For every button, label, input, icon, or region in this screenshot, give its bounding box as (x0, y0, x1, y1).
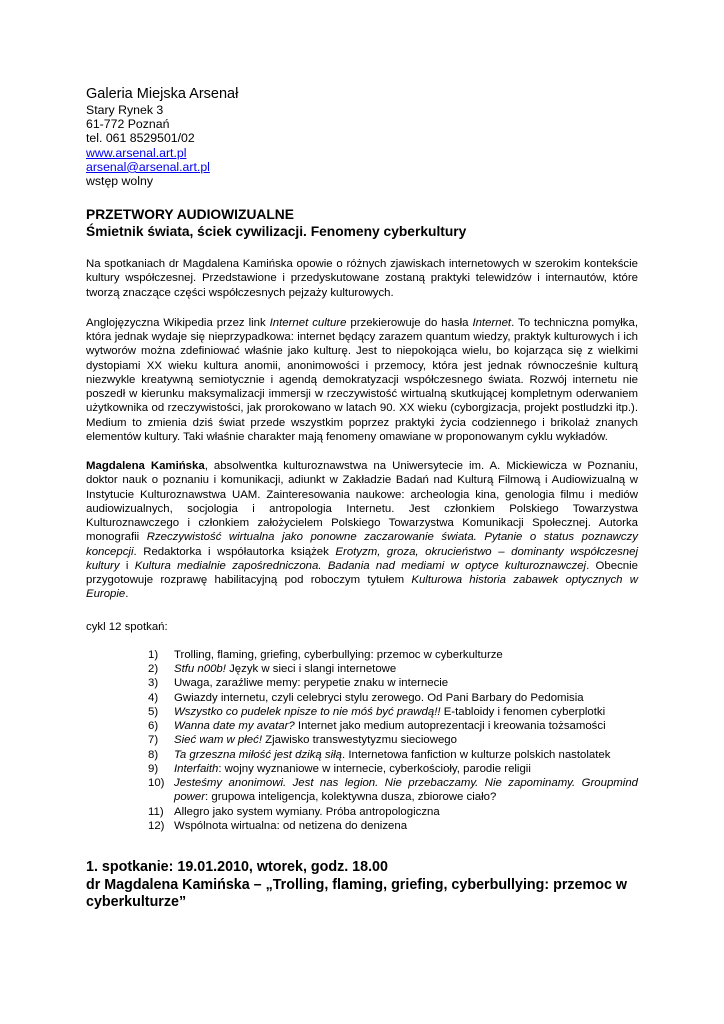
talk-title (174, 776, 638, 805)
talk-plain: Allegro jako system wymiany. Próba antropologiczna (174, 805, 440, 818)
list-item (148, 748, 638, 762)
talk-plain: Zjawisko transwestytyzmu sieciowego (262, 734, 457, 747)
talk-title (174, 733, 638, 747)
cycle-label: cykl 12 spotkań: (86, 620, 168, 633)
first-meeting (86, 859, 638, 912)
list-item (148, 819, 638, 833)
list-item (148, 719, 638, 733)
talk-title (174, 676, 638, 690)
talk-title (174, 819, 638, 833)
bio-paragraph (86, 459, 638, 602)
talk-plain: . Internetowa fanfiction w kulturze polskich nastolatek (341, 748, 611, 761)
wiki-text-2: przekierowuje do hasła (346, 316, 473, 329)
bio-habilitation-title: Kulturowa historia zabawek optycznych w Europie (86, 574, 638, 601)
talk-number: 2) (148, 663, 159, 676)
talk-plain: Gwiazdy internetu, czyli celebryci stylu zerowego. Od Pani Barbary do Pedomisia (174, 691, 584, 704)
talk-plain: E-tabloidy i fenomen cyberplotki (440, 705, 606, 718)
series-title: PRZETWORY AUDIOWIZUALNE (86, 207, 294, 223)
talk-plain: : grupowa inteligencja, kolektywna dusza, zbiorowe ciało? (205, 791, 497, 804)
talk-plain: Trolling, flaming, griefing, cyberbullying: przemoc w cyberkulturze (174, 648, 503, 661)
series-subtitle: Śmietnik świata, ściek cywilizacji. Fenomeny cyberkultury (86, 224, 467, 240)
document-page (86, 86, 638, 912)
bio-text-1: , absolwentka kulturoznawstwa na Uniwersytecie im. A. Mickiewicza w Poznaniu, doktor nauk o poznaniu i komunikacji, adiunkt w Zakładzie Badań nad Kulturą Filmową i Audiowizualną w Instytucie Kulturoznawstwa UAM. Zainteresowania naukowe: archeologia kina, genologia filmu i mediów audiowizualnych, socjologia i antropologia Internetu. Jest członkiem Polskiego Towarzystwa Kulturoznawczego i członkiem założycielem Polskiego Towarzystwa Komunikacji Społecznej. Autorka monografii (86, 460, 638, 544)
talk-plain: Wspólnota wirtualna: od netizena do denizena (174, 819, 408, 832)
talk-title (174, 705, 638, 719)
list-item (148, 648, 638, 662)
talk-number: 9) (148, 762, 159, 775)
talk-list (86, 648, 638, 833)
list-item (148, 662, 638, 676)
talk-number: 10) (148, 777, 165, 790)
bio-monograph-title: Rzeczywistość wirtualna jako ponowne zaczarowanie świata. Pytanie o status poznawczy koncepcji (86, 531, 638, 558)
talk-number: 12) (148, 819, 165, 832)
wiki-text-3: . To techniczna pomyłka, która jednak wydaje się nieprzypadkowa: internet będący zarazem quantum wiedzy, praktyk kulturowych i ich wytworów można zdefiniować właśnie jako kulturę. Jest to niepokojąca wielu, bo kojarząca się z wielkimi dystopiami XX wieku kultura anomii, anonimowości i przemocy, która jest jednak równocześnie kulturą niezwykle kreatywną semiotycznie i agendą demokratyzacji współczesnego świata. Rozwój internetu nie poszedł w kierunku maksymalizacji immersji w rzeczywistość wirtualną skutkującej kompletnym oderwaniem użytkownika od rzeczywistości, jak prorokowano w latach 90. XX wieku (cyborgizacja, projekt postludzki itp.). Medium to zmienia dziś świat przede wszystkim poprzez praktyki życia codziennego i brikolaż znanych elementów kultury. Taki właśnie charakter mają fenomeny omawiane w proponowanym cyklu wykładów. (86, 316, 638, 443)
bio-text-2: . Redaktorka i współautorka książek (133, 545, 336, 558)
meeting-date: 1. spotkanie: 19.01.2010, wtorek, godz. 18.00 (86, 859, 388, 876)
list-item (148, 762, 638, 776)
list-item (148, 676, 638, 690)
list-item (148, 705, 638, 719)
talk-number: 5) (148, 705, 159, 718)
talk-italic: Jesteśmy anonimowi. Jest nas legion. Nie przebaczamy. Nie zapominamy. Groupmind power (174, 777, 638, 804)
talk-italic: Ta grzeszna miłość jest dziką siłą (174, 748, 342, 761)
meeting-speaker-title: dr Magdalena Kamińska – „Trolling, flaming, griefing, cyberbullying: przemoc w cyberkulturze” (86, 876, 627, 911)
talk-plain: : wojny wyznaniowe w internecie, cyberkościoły, parodie religii (218, 762, 531, 775)
talk-plain: Uwaga, zaraźliwe memy: perypetie znaku w internecie (174, 677, 449, 690)
talk-italic: Wszystko co pudelek npisze to nie móś być prawdą!! (174, 705, 441, 718)
talk-italic: Sieć wam w płeć! (174, 734, 262, 747)
wiki-text-1: Anglojęzyczna Wikipedia przez link (86, 316, 270, 329)
talk-italic: Interfaith (174, 762, 219, 775)
bio-book-title-1: Erotyzm, groza, okrucieństwo – dominanty współczesnej kultury (86, 545, 638, 572)
talk-italic: Stfu n00b! (174, 663, 226, 676)
talk-number: 1) (148, 648, 159, 661)
list-item (148, 691, 638, 705)
wiki-italic-internet-culture: Internet culture (269, 316, 347, 329)
bio-text-4: . Obecnie przygotowuje rozprawę habilitacyjną pod roboczym tytułem (86, 559, 638, 587)
talk-plain: Język w sieci i slangi internetowe (225, 663, 397, 676)
venue-street: Stary Rynek 3 (86, 103, 164, 117)
list-item (148, 733, 638, 747)
talk-number: 6) (148, 720, 159, 733)
wiki-italic-internet: Internet (472, 316, 512, 329)
talk-title (174, 748, 638, 762)
bio-book-title-2: Kultura medialnie zapośredniczona. Badania nad mediami w optyce kulturoznawczej (134, 559, 587, 572)
talk-title (174, 648, 638, 662)
talk-number: 11) (148, 805, 164, 818)
website-link[interactable]: www.arsenal.art.pl (86, 145, 187, 160)
talk-title (174, 719, 638, 733)
bio-text-5: . (125, 588, 129, 601)
talk-title (174, 762, 638, 776)
series-heading (86, 206, 638, 240)
admission-note: wstęp wolny (86, 174, 153, 189)
wikipedia-paragraph (86, 316, 638, 444)
bio-text-3: i (119, 559, 135, 572)
venue-name: Galeria Miejska Arsenał (86, 86, 239, 102)
talk-plain: Internet jako medium autoprezentacji i kreowania tożsamości (294, 720, 606, 733)
venue-info (86, 86, 638, 188)
venue-postcode-city: 61-772 Poznań (86, 117, 170, 132)
intro-paragraph: Na spotkaniach dr Magdalena Kamińska opowie o różnych zjawiskach internetowych w szerokim kontekście kultury współczesnej. Przedstawione i przedyskutowane zostaną praktyki telewidzów i internautów, które tworzą znaczące części współczesnych pejzaży kulturowych. (86, 258, 638, 299)
talk-title (174, 691, 638, 705)
talk-number: 8) (148, 748, 159, 761)
list-item (148, 805, 638, 819)
talk-italic: Wanna date my avatar? (174, 720, 295, 733)
venue-phone: tel. 061 8529501/02 (86, 131, 195, 146)
bio-name: Magdalena Kamińska (86, 460, 205, 473)
email-link[interactable]: arsenal@arsenal.art.pl (86, 159, 210, 174)
talk-number: 4) (148, 691, 159, 704)
talk-title (174, 805, 638, 819)
talk-title (174, 662, 638, 676)
talk-number: 7) (148, 734, 159, 747)
talk-number: 3) (148, 677, 159, 690)
list-item (148, 776, 638, 805)
